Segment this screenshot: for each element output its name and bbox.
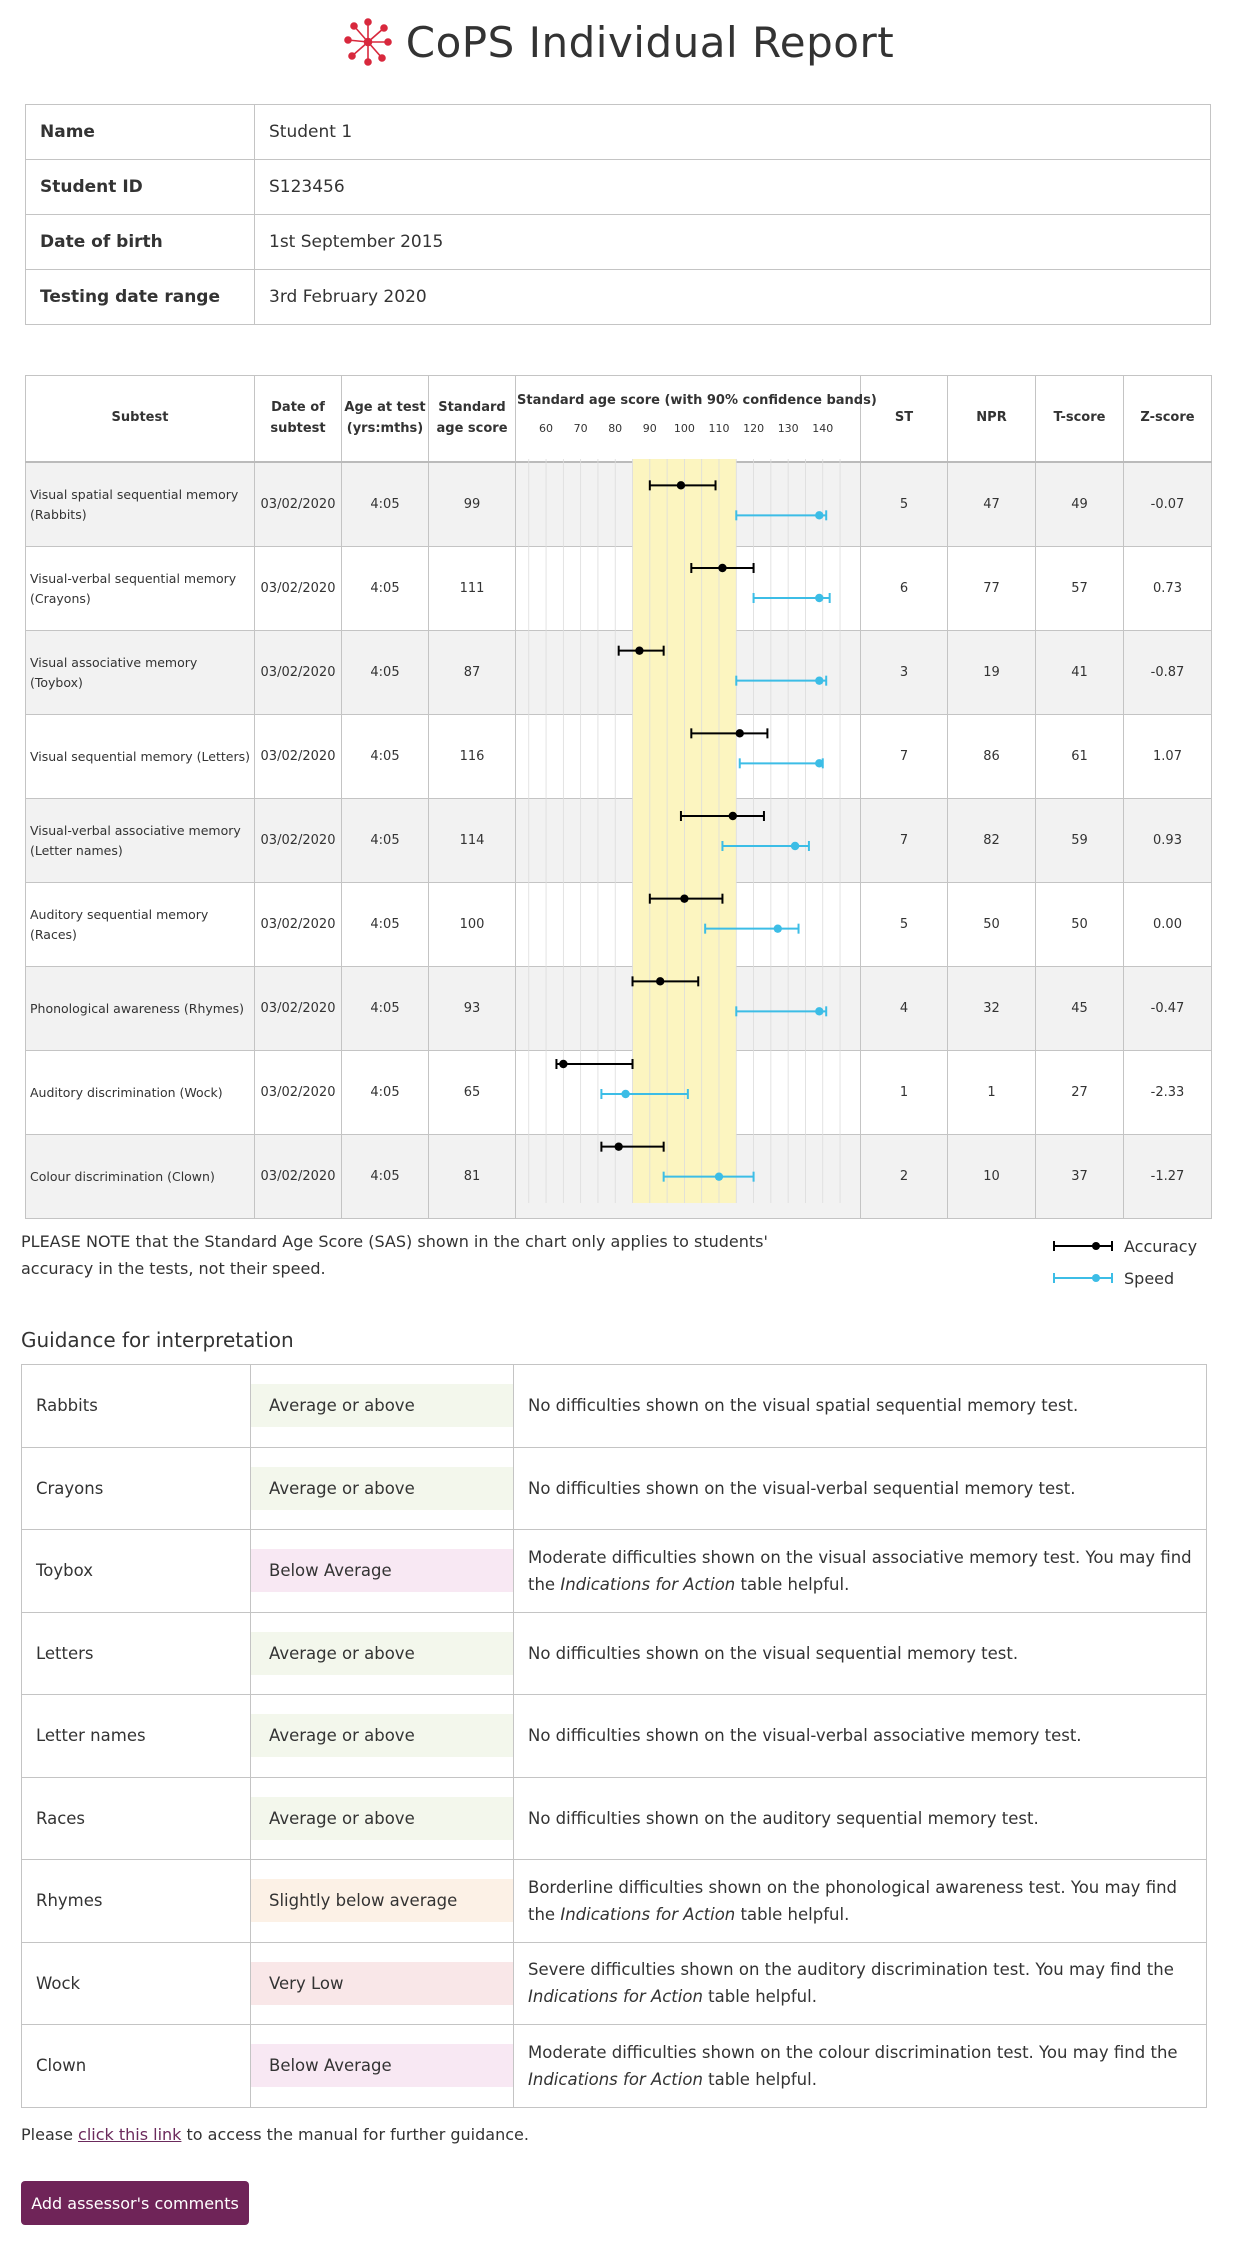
cell-st: 4 <box>861 967 948 1051</box>
cell-zscore: 0.00 <box>1124 883 1212 967</box>
guidance-band-cell <box>251 1695 514 1778</box>
guidance-row <box>22 1695 1207 1778</box>
x-tick-label: 140 <box>812 421 834 435</box>
guidance-desc-text: No difficulties shown on the visual-verbal associative memory test. <box>528 1726 1082 1746</box>
cell-st: 3 <box>861 631 948 715</box>
guidance-row <box>22 1860 1207 1943</box>
guidance-band: Average or above <box>251 1797 513 1840</box>
guidance-row <box>22 1942 1207 2025</box>
guidance-desc <box>514 1860 1207 1943</box>
guidance-test: Letter names <box>22 1695 251 1778</box>
cell-sas: 87 <box>429 631 516 715</box>
cell-tscore: 27 <box>1036 1051 1124 1135</box>
cell-chart <box>516 547 861 631</box>
cell-sas: 99 <box>429 462 516 547</box>
header-st: ST <box>861 376 948 463</box>
cell-age: 4:05 <box>342 799 429 883</box>
legend-accuracy <box>1052 1230 1197 1262</box>
guidance-desc <box>514 1447 1207 1530</box>
student-info-row <box>26 215 1211 270</box>
table-row <box>26 967 1212 1051</box>
guidance-desc <box>514 1942 1207 2025</box>
guidance-band-cell <box>251 1777 514 1860</box>
guidance-desc-tail: table helpful. <box>702 1987 817 2007</box>
student-info-row <box>26 160 1211 215</box>
accuracy-legend-icon <box>1052 1239 1114 1253</box>
info-label: Testing date range <box>26 270 255 325</box>
header-zscore: Z-score <box>1124 376 1212 463</box>
guidance-band-cell <box>251 1530 514 1613</box>
guidance-desc-text: Severe difficulties shown on the auditory discrimination test. You may find the <box>528 1960 1174 1980</box>
cell-subtest: Colour discrimination (Clown) <box>26 1135 255 1219</box>
guidance-band: Average or above <box>251 1714 513 1757</box>
speed-legend-icon <box>1052 1271 1114 1285</box>
guidance-test: Clown <box>22 2025 251 2108</box>
cell-subtest: Visual spatial sequential memory (Rabbits) <box>26 462 255 547</box>
cell-sas: 93 <box>429 967 516 1051</box>
guidance-desc <box>514 1777 1207 1860</box>
x-tick-label: 60 <box>539 421 553 435</box>
cell-zscore: -2.33 <box>1124 1051 1212 1135</box>
cell-date: 03/02/2020 <box>255 799 342 883</box>
cell-sas: 81 <box>429 1135 516 1219</box>
guidance-desc-emphasis: Indications for Action <box>528 1987 703 2007</box>
cell-npr: 50 <box>948 883 1036 967</box>
table-row <box>26 1051 1212 1135</box>
x-tick-label: 80 <box>608 421 623 435</box>
guidance-desc-emphasis: Indications for Action <box>560 1904 736 1924</box>
guidance-title: Guidance for interpretation <box>21 1328 294 1352</box>
guidance-desc-text: Moderate difficulties shown on the colour discrimination test. You may find the <box>528 2042 1178 2062</box>
guidance-desc <box>514 1530 1207 1613</box>
footer-prefix: Please <box>21 2125 79 2144</box>
info-value: Student 1 <box>255 105 1211 160</box>
cell-sas: 100 <box>429 883 516 967</box>
guidance-desc-tail: table helpful. <box>702 2069 817 2089</box>
x-tick-label: 70 <box>573 421 588 435</box>
x-tick-label: 100 <box>673 421 695 435</box>
guidance-desc <box>514 1365 1207 1448</box>
cell-date: 03/02/2020 <box>255 1135 342 1219</box>
header-chart <box>516 376 877 463</box>
manual-link[interactable]: click this link <box>78 2125 182 2144</box>
cell-st: 7 <box>861 799 948 883</box>
table-row <box>26 799 1212 883</box>
footer-text <box>21 2125 529 2144</box>
legend-speed <box>1052 1262 1197 1294</box>
header-age: Age at test (yrs:mths) <box>342 376 429 463</box>
guidance-row <box>22 1777 1207 1860</box>
table-row <box>26 715 1212 799</box>
table-row <box>26 1135 1212 1219</box>
cell-chart <box>516 631 861 715</box>
guidance-desc-text: No difficulties shown on the visual spatial sequential memory test. <box>528 1396 1079 1416</box>
guidance-row <box>22 1447 1207 1530</box>
student-info-row <box>26 105 1211 160</box>
guidance-band: Below Average <box>251 1549 513 1592</box>
cell-zscore: 0.73 <box>1124 547 1212 631</box>
header-sas: Standard age score <box>429 376 516 463</box>
guidance-band-cell <box>251 2025 514 2108</box>
cell-tscore: 45 <box>1036 967 1124 1051</box>
x-tick-label: 120 <box>743 421 765 435</box>
subtest-scores-table <box>25 375 1212 1219</box>
cell-npr: 32 <box>948 967 1036 1051</box>
sas-note: PLEASE NOTE that the Standard Age Score (SAS) shown in the chart only applies to students' accuracy in the tests, not their speed. <box>21 1232 768 1278</box>
info-label: Date of birth <box>26 215 255 270</box>
guidance-desc-emphasis: Indications for Action <box>528 2069 703 2089</box>
guidance-desc-text: No difficulties shown on the visual sequential memory test. <box>528 1643 1019 1663</box>
guidance-test: Races <box>22 1777 251 1860</box>
cell-tscore: 37 <box>1036 1135 1124 1219</box>
guidance-desc-tail: table helpful. <box>735 1904 850 1924</box>
cell-subtest: Phonological awareness (Rhymes) <box>26 967 255 1051</box>
cell-st: 6 <box>861 547 948 631</box>
guidance-desc <box>514 2025 1207 2108</box>
cell-zscore: -0.87 <box>1124 631 1212 715</box>
cell-zscore: -1.27 <box>1124 1135 1212 1219</box>
cell-date: 03/02/2020 <box>255 1051 342 1135</box>
cell-chart <box>516 1051 861 1135</box>
guidance-desc-emphasis: Indications for Action <box>560 1574 736 1594</box>
cell-chart <box>516 1135 861 1219</box>
cell-age: 4:05 <box>342 883 429 967</box>
cell-npr: 77 <box>948 547 1036 631</box>
guidance-band: Below Average <box>251 2044 513 2087</box>
cell-st: 1 <box>861 1051 948 1135</box>
cell-chart <box>516 715 861 799</box>
cell-npr: 86 <box>948 715 1036 799</box>
guidance-test: Rabbits <box>22 1365 251 1448</box>
cell-npr: 82 <box>948 799 1036 883</box>
cell-st: 5 <box>861 883 948 967</box>
info-value: 1st September 2015 <box>255 215 1211 270</box>
table-row <box>26 547 1212 631</box>
chart-title: Standard age score (with 90% confidence bands) <box>517 393 877 409</box>
x-tick-label: 130 <box>777 421 799 435</box>
guidance-row <box>22 1612 1207 1695</box>
cell-zscore: 0.93 <box>1124 799 1212 883</box>
cell-npr: 19 <box>948 631 1036 715</box>
cell-subtest: Visual-verbal associative memory (Letter names) <box>26 799 255 883</box>
guidance-test: Toybox <box>22 1530 251 1613</box>
cell-date: 03/02/2020 <box>255 883 342 967</box>
guidance-band-cell <box>251 1612 514 1695</box>
info-value: 3rd February 2020 <box>255 270 1211 325</box>
cell-tscore: 61 <box>1036 715 1124 799</box>
cell-subtest: Visual-verbal sequential memory (Crayons) <box>26 547 255 631</box>
header-subtest: Subtest <box>26 376 255 463</box>
cell-date: 03/02/2020 <box>255 967 342 1051</box>
cell-chart <box>516 967 861 1051</box>
legend-speed-label: Speed <box>1124 1268 1175 1288</box>
cell-subtest: Visual associative memory (Toybox) <box>26 631 255 715</box>
guidance-desc-text: No difficulties shown on the auditory sequential memory test. <box>528 1808 1039 1828</box>
guidance-row <box>22 1530 1207 1613</box>
guidance-desc-text: Borderline difficulties shown on the phonological awareness test. You may find the <box>528 1877 1178 1924</box>
report-header <box>0 12 1238 72</box>
cell-date: 03/02/2020 <box>255 715 342 799</box>
page-title: CoPS Individual Report <box>405 17 895 67</box>
guidance-desc <box>514 1695 1207 1778</box>
student-info-row <box>26 270 1211 325</box>
guidance-desc <box>514 1612 1207 1695</box>
guidance-band-cell <box>251 1942 514 2025</box>
guidance-band-cell <box>251 1365 514 1448</box>
cell-subtest: Auditory sequential memory (Races) <box>26 883 255 967</box>
cell-tscore: 50 <box>1036 883 1124 967</box>
cell-chart <box>516 883 861 967</box>
header-date: Date of subtest <box>255 376 342 463</box>
cell-npr: 1 <box>948 1051 1036 1135</box>
cell-age: 4:05 <box>342 1135 429 1219</box>
cell-date: 03/02/2020 <box>255 631 342 715</box>
cell-date: 03/02/2020 <box>255 462 342 547</box>
student-info-table <box>25 104 1211 325</box>
cell-zscore: -0.47 <box>1124 967 1212 1051</box>
x-tick-label: 110 <box>708 421 730 435</box>
guidance-test: Crayons <box>22 1447 251 1530</box>
header-npr: NPR <box>948 376 1036 463</box>
info-value: S123456 <box>255 160 1211 215</box>
cell-subtest: Visual sequential memory (Letters) <box>26 715 255 799</box>
x-tick-label: 90 <box>642 421 657 435</box>
guidance-band-cell <box>251 1860 514 1943</box>
guidance-desc-text: No difficulties shown on the visual-verbal sequential memory test. <box>528 1478 1076 1498</box>
cell-sas: 114 <box>429 799 516 883</box>
guidance-row <box>22 1365 1207 1448</box>
cell-zscore: -0.07 <box>1124 462 1212 547</box>
info-label: Student ID <box>26 160 255 215</box>
cell-tscore: 41 <box>1036 631 1124 715</box>
info-label: Name <box>26 105 255 160</box>
guidance-test: Letters <box>22 1612 251 1695</box>
guidance-band: Average or above <box>251 1384 513 1427</box>
chart-legend <box>1052 1230 1197 1294</box>
legend-accuracy-label: Accuracy <box>1124 1236 1198 1256</box>
cell-chart <box>516 462 861 547</box>
guidance-band: Very Low <box>251 1962 513 2005</box>
cell-sas: 116 <box>429 715 516 799</box>
guidance-test: Wock <box>22 1942 251 2025</box>
cell-tscore: 57 <box>1036 547 1124 631</box>
guidance-table <box>21 1364 1207 2108</box>
cell-sas: 65 <box>429 1051 516 1135</box>
cell-tscore: 59 <box>1036 799 1124 883</box>
cell-age: 4:05 <box>342 1051 429 1135</box>
guidance-test: Rhymes <box>22 1860 251 1943</box>
cops-logo-icon <box>344 18 392 66</box>
cell-st: 7 <box>861 715 948 799</box>
guidance-desc-text: Moderate difficulties shown on the visual associative memory test. You may find the <box>528 1547 1192 1594</box>
table-row <box>26 462 1212 547</box>
x-tick-labels <box>517 420 859 436</box>
cell-subtest: Auditory discrimination (Wock) <box>26 1051 255 1135</box>
cell-age: 4:05 <box>342 547 429 631</box>
cell-st: 2 <box>861 1135 948 1219</box>
cell-date: 03/02/2020 <box>255 547 342 631</box>
guidance-band-cell <box>251 1447 514 1530</box>
cell-age: 4:05 <box>342 631 429 715</box>
guidance-row <box>22 2025 1207 2108</box>
cell-npr: 10 <box>948 1135 1036 1219</box>
cell-age: 4:05 <box>342 462 429 547</box>
guidance-desc-tail: table helpful. <box>735 1574 850 1594</box>
cell-npr: 47 <box>948 462 1036 547</box>
header-tscore: T-score <box>1036 376 1124 463</box>
cell-chart <box>516 799 861 883</box>
cell-tscore: 49 <box>1036 462 1124 547</box>
guidance-band: Slightly below average <box>251 1879 513 1922</box>
cell-zscore: 1.07 <box>1124 715 1212 799</box>
cell-age: 4:05 <box>342 715 429 799</box>
add-assessor-comments-button[interactable]: Add assessor's comments <box>21 2181 249 2225</box>
guidance-band: Average or above <box>251 1467 513 1510</box>
footer-suffix: to access the manual for further guidance. <box>181 2125 529 2144</box>
guidance-band: Average or above <box>251 1632 513 1675</box>
cell-st: 5 <box>861 462 948 547</box>
table-row <box>26 631 1212 715</box>
cell-age: 4:05 <box>342 967 429 1051</box>
table-row <box>26 883 1212 967</box>
cell-sas: 111 <box>429 547 516 631</box>
